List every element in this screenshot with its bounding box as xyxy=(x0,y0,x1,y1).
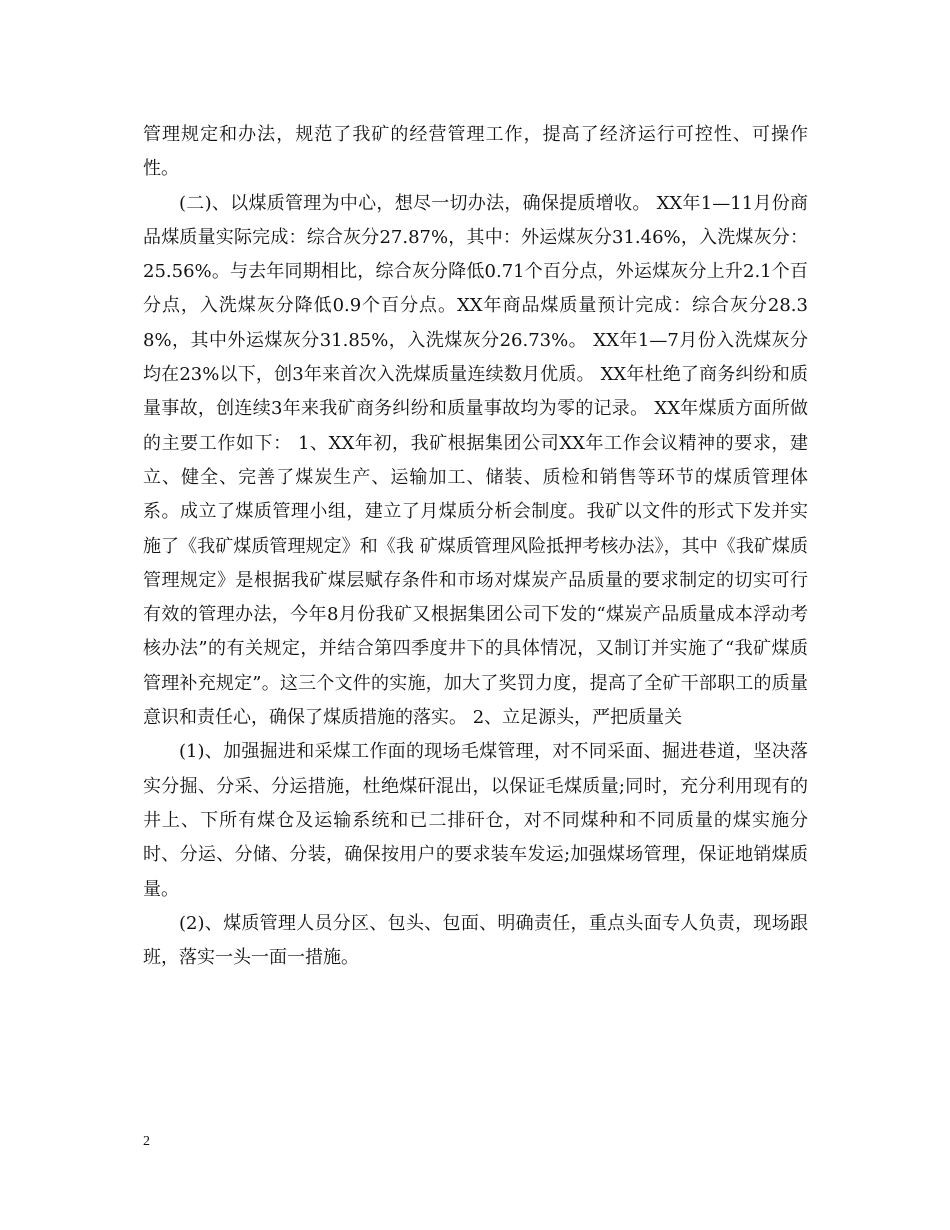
page-number: 2 xyxy=(143,1134,150,1149)
paragraph-item-1: (1)、加强掘进和采煤工作面的现场毛煤管理，对不同采面、掘进巷道，坚决落实分掘、分采、分运措施，杜绝煤矸混出，以保证毛煤质量;同时，充分利用现有的井上、下所有煤仓及运输系统和已二排矸仓，对不同煤种和不同质量的煤实施分时、分运、分储、分装，确保按用户的要求装车发运;加强煤场管理，保证地销煤质量。 xyxy=(143,741,808,900)
paragraph-continuation: 管理规定和办法，规范了我矿的经营管理工作，提高了经济运行可控性、可操作性。 xyxy=(143,124,808,180)
document-body xyxy=(143,118,808,975)
paragraph-coal-quality-management: (二)、以煤质管理为中心，想尽一切办法，确保提质增收。 XX年1—11月份商品煤质量实际完成：综合灰分27.87%，其中：外运煤灰分31.46%，入洗煤灰分：25.56%。与去年同期相比，综合灰分降低0.71个百分点，外运煤灰分上升2.1个百分点，入洗煤灰分降低0.9个百分点。XX年商品煤质量预计完成：综合灰分28.38%，其中外运煤灰分31.85%，入洗煤灰分26.73%。 XX年1—7月份入洗煤灰分均在23%以下，创3年来首次入洗煤质量连续数月优质。 XX年杜绝了商务纠纷和质量事故，创连续3年来我矿商务纠纷和质量事故均为零的记录。 XX年煤质方面所做的主要工作如下： 1、XX年初，我矿根据集团公司XX年工作会议精神的要求，建立、健全、完善了煤炭生产、运输加工、储装、质检和销售等环节的煤质管理体系。成立了煤质管理小组，建立了月煤质分析会制度。我矿以文件的形式下发并实施了《我矿煤质管理规定》和《我 矿煤质管理风险抵押考核办法》，其中《我矿煤质管理规定》是根据我矿煤层赋存条件和市场对煤炭产品质量的要求制定的切实可行有效的管理办法，今年8月份我矿又根据集团公司下发的“煤炭产品质量成本浮动考核办法”的有关规定，并结合第四季度井下的具体情况，又制订并实施了“我矿煤质管理补充规定”。这三个文件的实施，加大了奖罚力度，提高了全矿干部职工的质量意识和责任心，确保了煤质措施的落实。 2、立足源头，严把质量关 xyxy=(143,192,808,729)
paragraph-item-2: (2)、煤质管理人员分区、包头、包面、明确责任，重点头面专人负责，现场跟班，落实一头一面一措施。 xyxy=(143,912,808,969)
